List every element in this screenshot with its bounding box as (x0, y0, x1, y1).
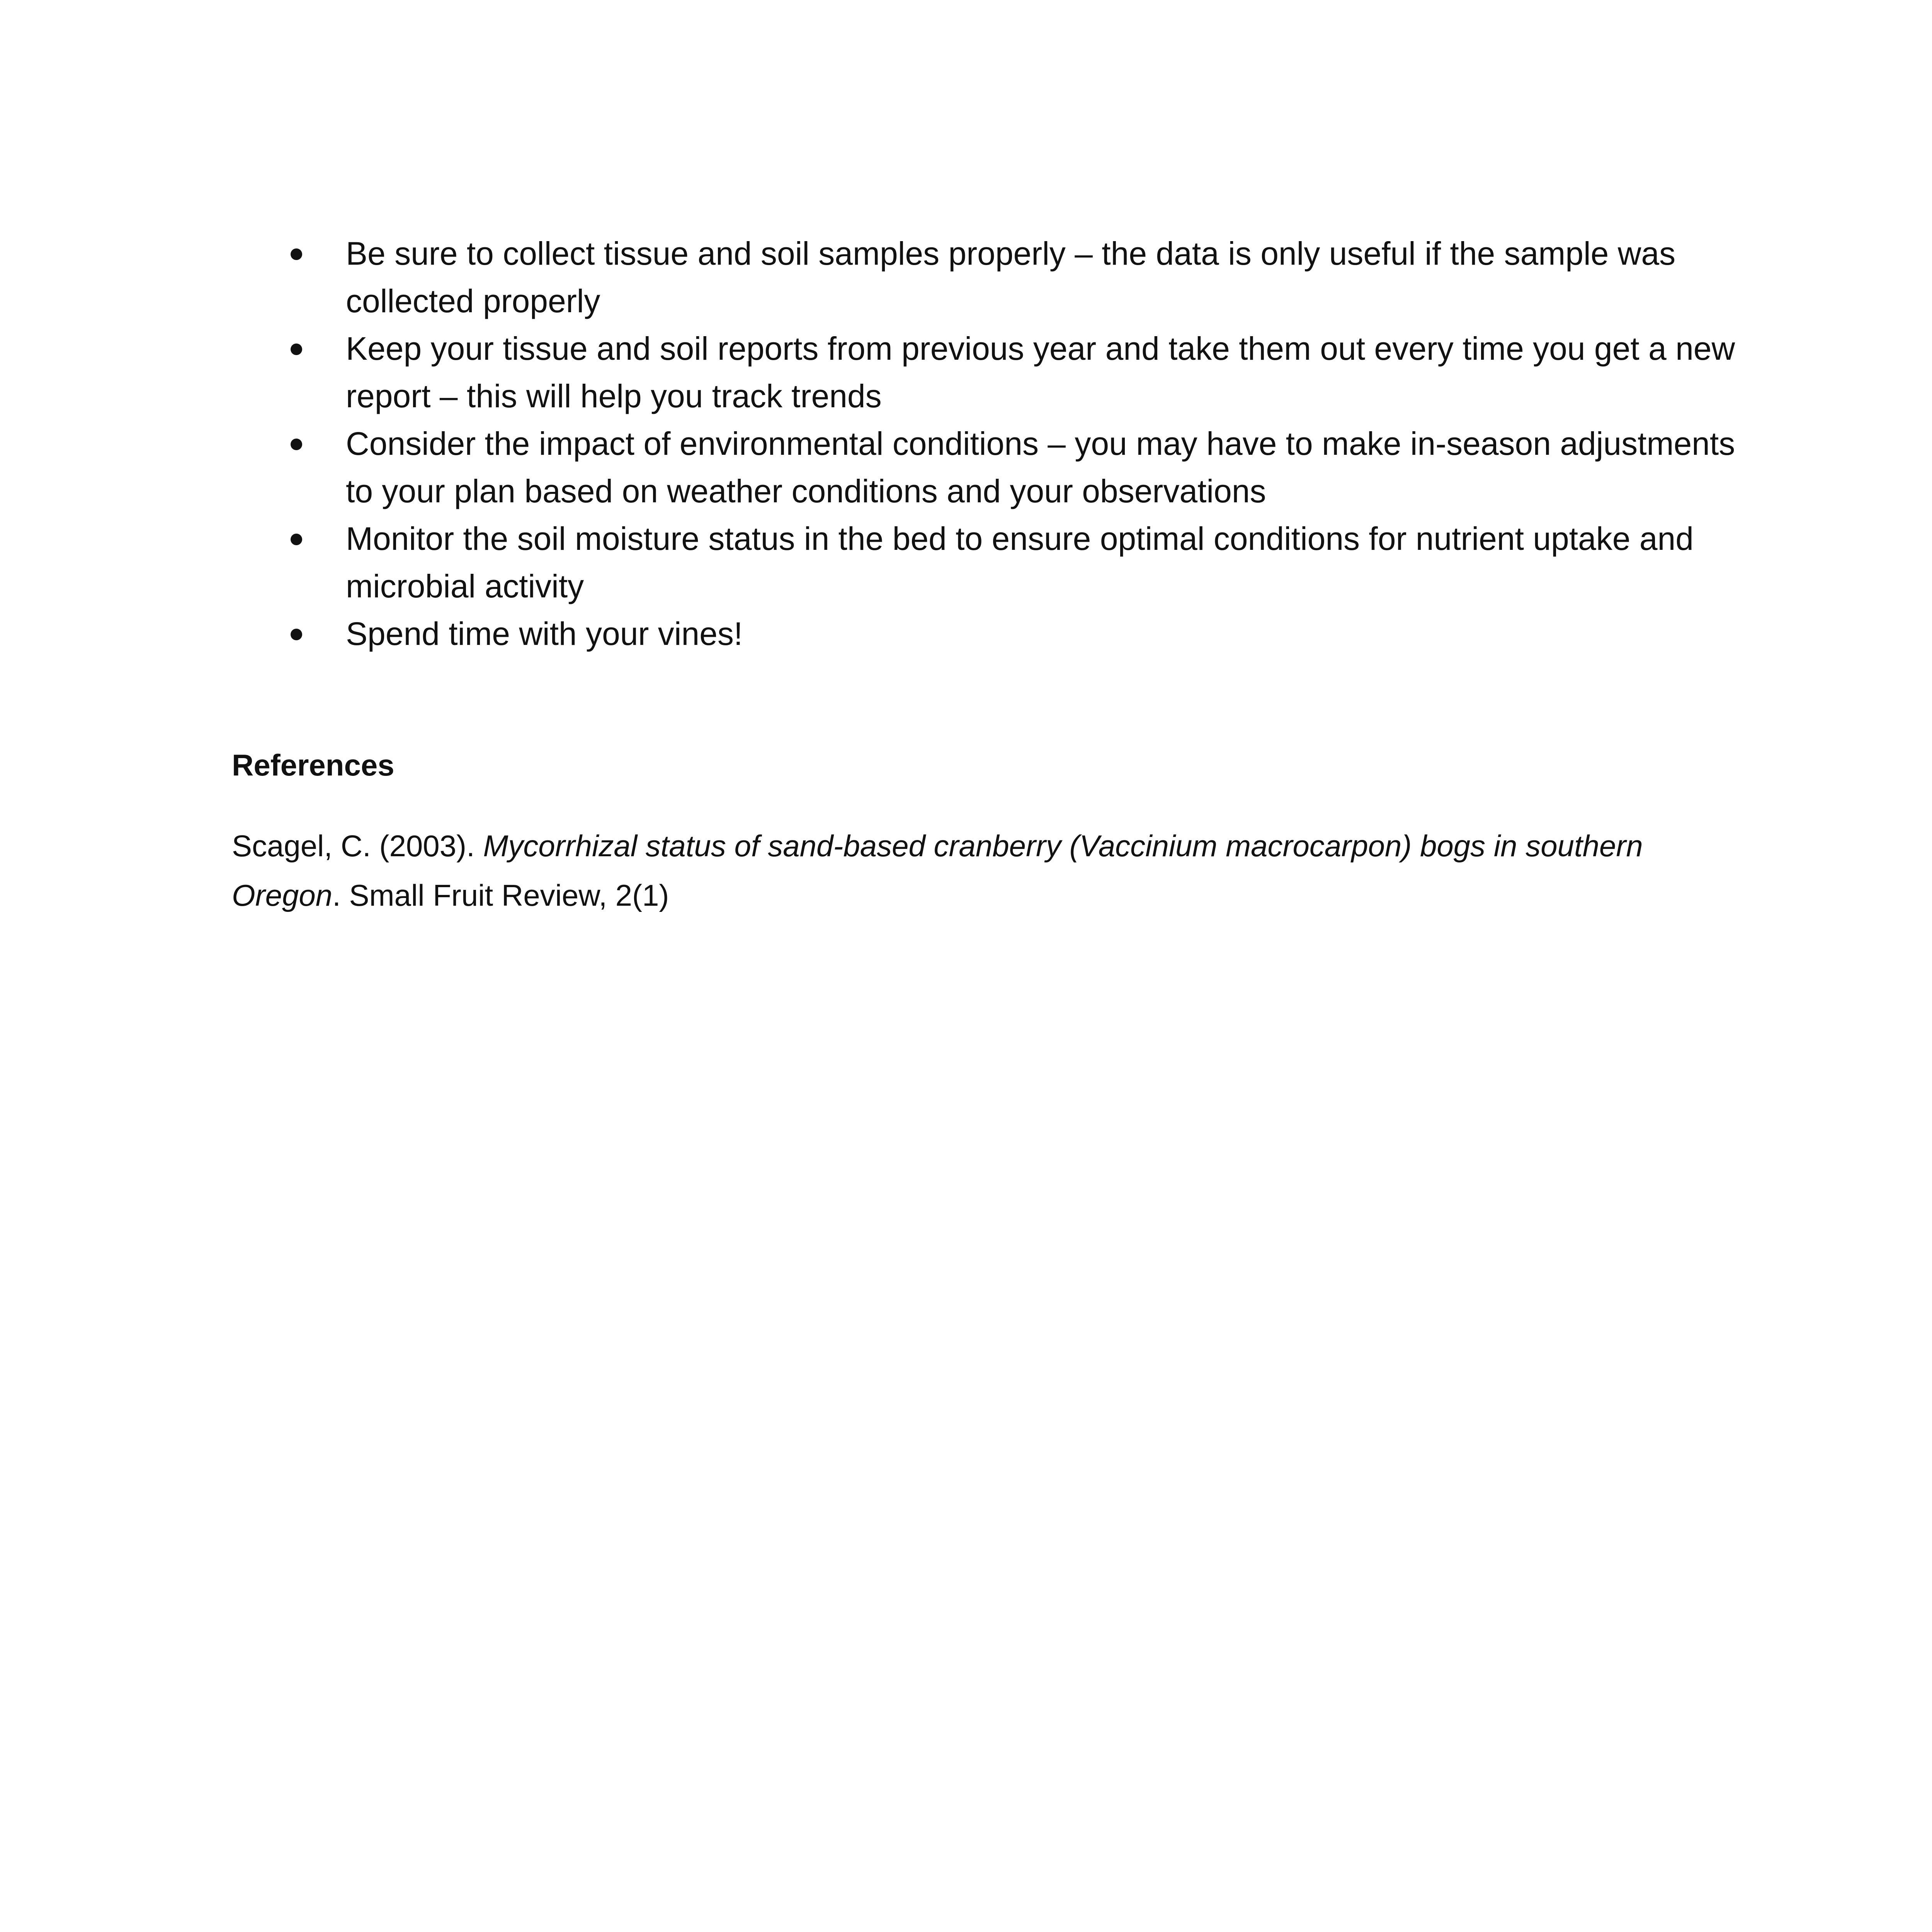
list-item (232, 325, 1758, 420)
list-item-text: Be sure to collect tissue and soil samples properly – the data is only useful if the sample was collected properly (346, 235, 1676, 319)
list-item (232, 515, 1758, 610)
reference-source: . Small Fruit Review, 2(1) (332, 878, 669, 912)
list-item (232, 610, 1758, 658)
list-item (232, 230, 1758, 325)
reference-title: Mycorrhizal status of sand-based cranberry (Vaccinium macrocarpon) bogs in southern Oregon (232, 829, 1643, 912)
list-item-text: Monitor the soil moisture status in the bed to ensure optimal conditions for nutrient uptake and microbial activity (346, 520, 1694, 604)
bullet-icon (291, 344, 302, 355)
bullet-icon (291, 629, 302, 640)
bullet-icon (291, 439, 302, 450)
list-item-text: Keep your tissue and soil reports from previous year and take them out every time you get a new report – this will help you track trends (346, 330, 1735, 414)
bullet-icon (291, 534, 302, 545)
references-heading: References (232, 748, 395, 782)
list-item (232, 420, 1758, 515)
list-item-text: Spend time with your vines! (346, 616, 743, 652)
list-item-text: Consider the impact of environmental conditions – you may have to make in-season adjustments to your plan based on weather conditions and your observations (346, 425, 1735, 509)
recommendation-list (232, 230, 1758, 658)
reference-authors-year: Scagel, C. (2003). (232, 829, 483, 863)
reference-entry (232, 821, 1739, 920)
bullet-icon (291, 248, 302, 260)
